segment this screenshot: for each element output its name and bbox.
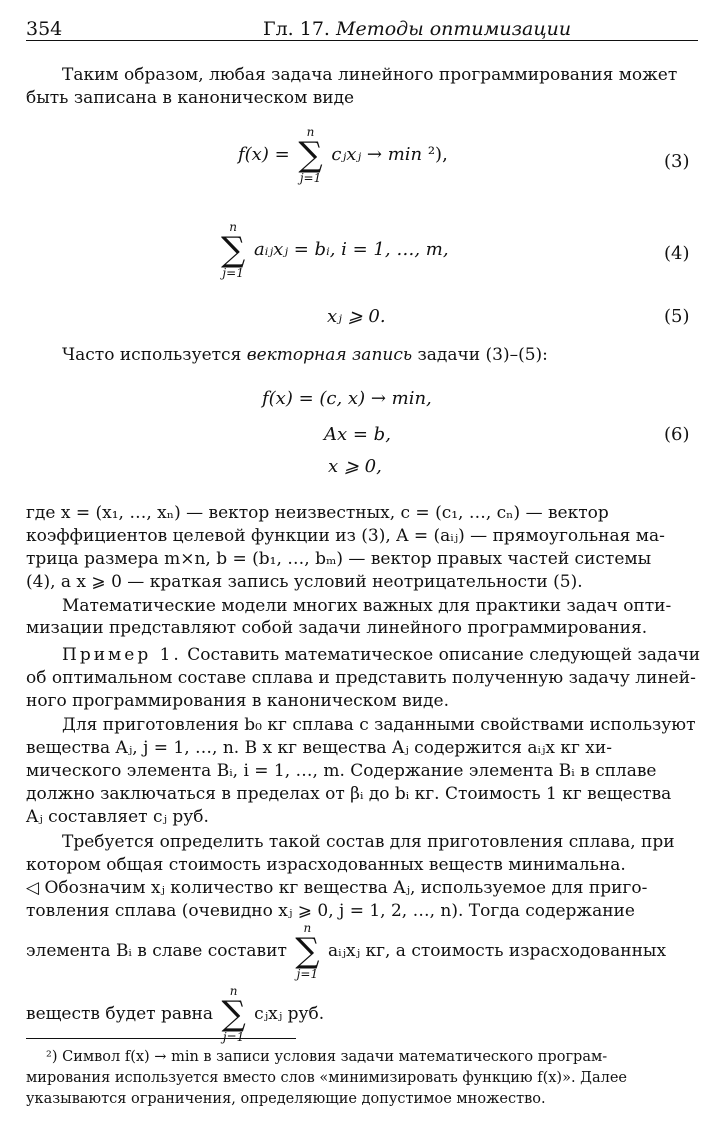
eq4-body: aᵢⱼxⱼ = bᵢ, i = 1, …, m, [254,239,449,260]
paragraph-line: Aⱼ составляет cⱼ руб. [26,807,209,827]
equation-number: (5) [664,306,690,327]
running-header [26,18,698,41]
paragraph-line: коэффициентов целевой функции из (3), A = (aᵢⱼ) — прямоугольная ма- [26,526,665,546]
paragraph-line: Часто используется векторная запись задачи (3)–(5): [62,345,548,365]
footnote-line: ²) Символ f(x) → min в записи условия задачи математического програм- [46,1049,608,1065]
example-label: Пример 1. [62,645,182,665]
paragraph-line: мического элемента Bᵢ, i = 1, …, m. Содержание элемента Bᵢ в сплаве [26,761,657,781]
footnote-line: указываются ограничения, определяющие допустимое множество. [26,1091,546,1107]
paragraph-line: Таким образом, любая задача линейного программирования может [62,65,678,85]
paragraph-line: трица размера m×n, b = (b₁, …, bₘ) — вектор правых частей системы [26,549,652,569]
paragraph-line: ◁ Обозначим xⱼ количество кг вещества Aⱼ, используемое для приго- [26,878,648,898]
paragraph-line: ного программирования в каноническом виде. [26,691,449,711]
footnote-mark: ²) [46,1049,58,1065]
equation-5: xⱼ ⩾ 0. [327,306,386,327]
paragraph-line: котором общая стоимость израсходованных веществ минимальна. [26,855,626,875]
paragraph-line: вещества Aⱼ, j = 1, …, n. В x кг вещества Aⱼ содержится aᵢⱼx кг хи- [26,738,612,758]
footnote-divider [26,1038,296,1039]
footnote-line: мирования используется вместо слов «минимизировать функцию f(x)». Далее [26,1070,627,1086]
eq3-body: cⱼxⱼ → min [331,144,423,165]
equation-6-line: f(x) = (c, x) → min, [262,388,432,409]
footnote-ref: ²), [427,144,448,165]
running-title [263,18,571,40]
equation-6-line: Ax = b, [324,424,391,445]
paragraph-line: Для приготовления b₀ кг сплава с заданными свойствами используют [62,715,696,735]
summation-symbol: n ∑ j=1 [295,921,320,981]
paragraph-line: (4), а x ⩾ 0 — краткая запись условий неотрицательности (5). [26,572,583,592]
paragraph-line: Математические модели многих важных для практики задач опти- [62,596,672,616]
summation-symbol: n ∑ j=1 [221,220,246,280]
chapter-title: Методы оптимизации [336,18,572,40]
equation-3 [238,126,448,184]
paragraph-line: должно заключаться в пределах от βᵢ до bᵢ кг. Стоимость 1 кг вещества [26,784,672,804]
paragraph-line: быть записана в каноническом виде [26,88,355,108]
paragraph-line: Требуется определить такой состав для приготовления сплава, при [62,832,675,852]
emphasis-text: векторная запись [246,345,413,365]
paragraph-line: об оптимальном составе сплава и представить полученную задачу линей- [26,668,696,688]
equation-6-line: x ⩾ 0, [328,456,382,477]
paragraph-line: где x = (x₁, …, xₙ) — вектор неизвестных, c = (c₁, …, cₙ) — вектор [26,503,609,523]
paragraph-line-with-sum: веществ будет равна n ∑ j=1 cⱼxⱼ руб. [26,984,325,1044]
summation-symbol: n ∑ j=1 [298,125,323,185]
paragraph-line: мизации представляют собой задачи линейного программирования. [26,618,648,638]
equation-number: (4) [664,243,690,264]
paragraph-line-with-sum: элемента Bᵢ в славе составит n ∑ j=1 aᵢⱼxⱼ кг, а стоимость израсходованных [26,921,667,981]
equation-number: (6) [664,424,690,445]
page-number: 354 [26,18,63,40]
equation-number: (3) [664,151,690,172]
equation-4 [218,221,449,279]
eq3-lhs: f(x) = [238,144,290,165]
summation-symbol: n ∑ j=1 [221,984,246,1044]
example-heading-line: Пример 1. Составить математическое описание следующей задачи [62,645,701,665]
paragraph-line: товления сплава (очевидно xⱼ ⩾ 0, j = 1, 2, …, n). Тогда содержание [26,901,635,921]
chapter-label: Гл. 17. [263,18,330,40]
